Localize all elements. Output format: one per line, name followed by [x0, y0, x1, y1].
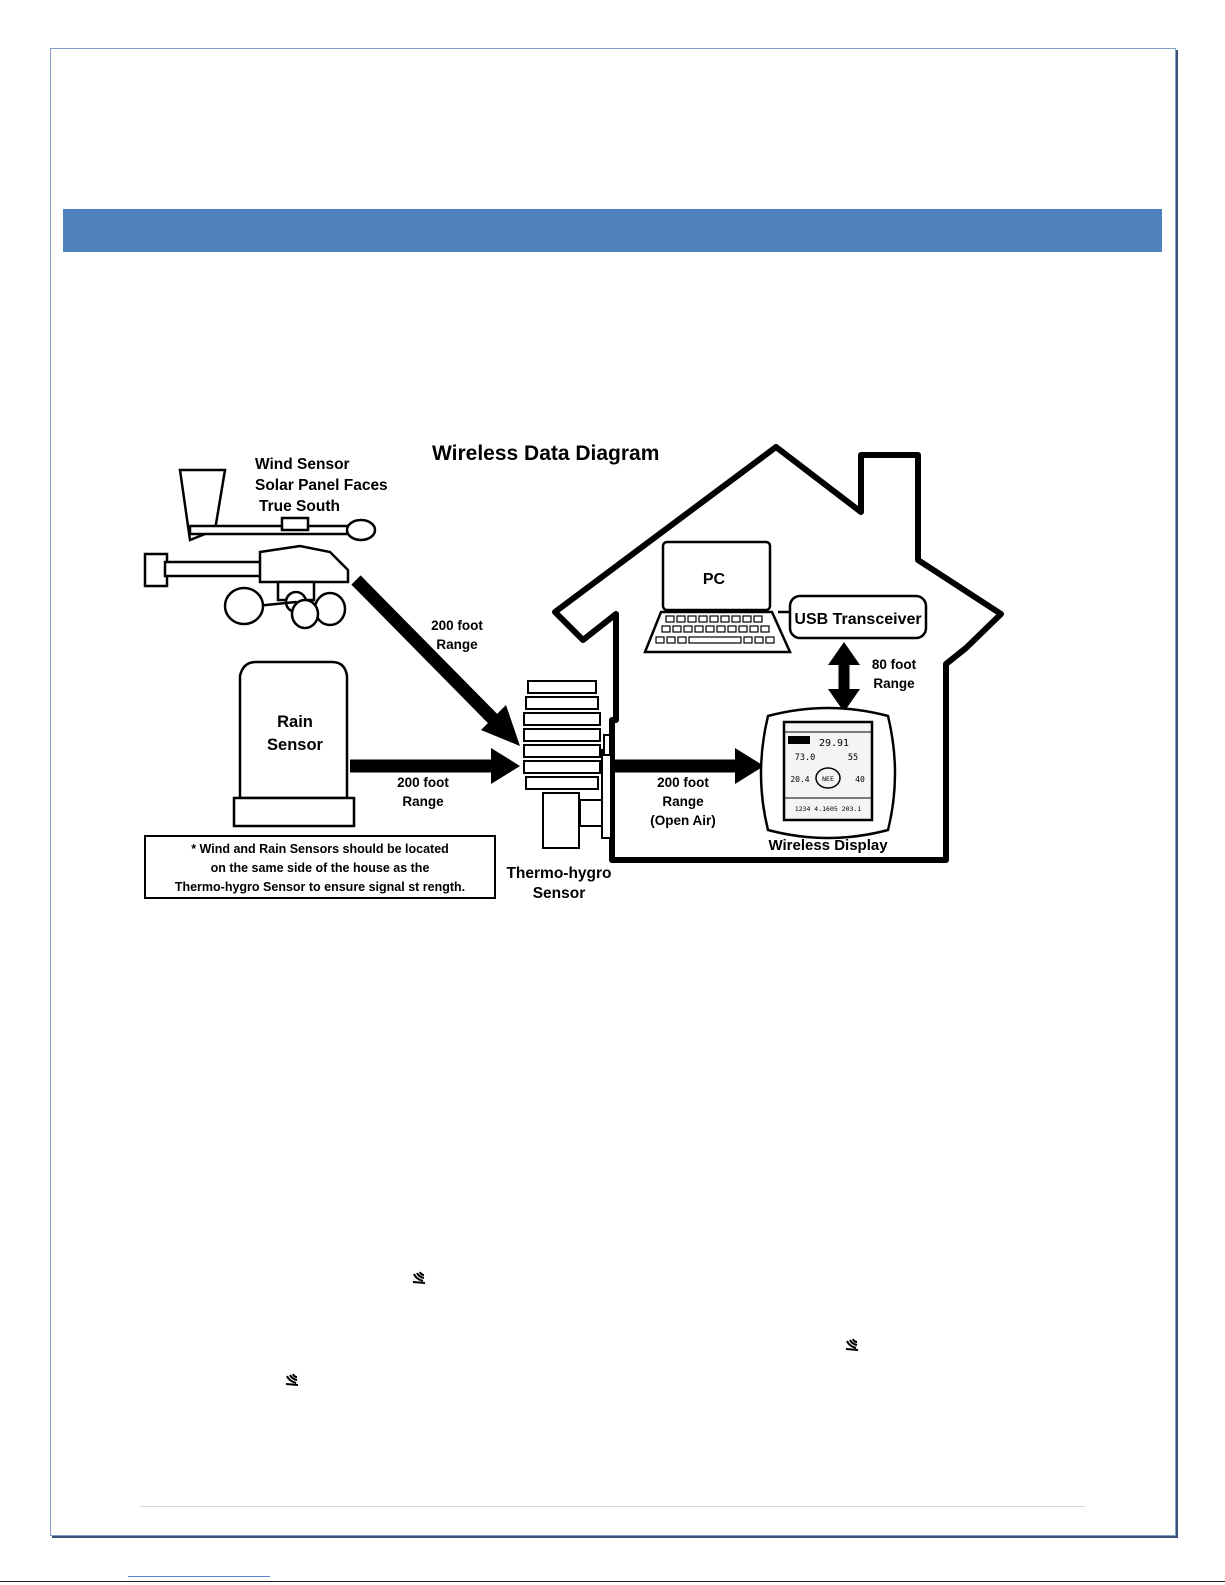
signal-icon: [411, 1270, 431, 1288]
placement-note-text: * Wind and Rain Sensors should be located: [191, 842, 449, 856]
thermo-hygro-label: Thermo-hygro: [506, 865, 612, 882]
arrow-usb-display-bidirectional: [828, 642, 860, 712]
rain-sensor-label: Sensor: [267, 736, 323, 754]
wind-sensor-label: True South: [259, 498, 340, 515]
placement-note-text: on the same side of the house as the: [210, 861, 430, 875]
usb-transceiver-label: USB Transceiver: [794, 611, 922, 628]
arrow-wind-to-thermo: [356, 580, 520, 746]
lcd-temp-in: 73.0: [794, 753, 816, 763]
wireless-display-label: Wireless Display: [768, 837, 888, 854]
lcd-temp-out: 40: [855, 775, 865, 784]
lcd-compass: NEE: [822, 775, 834, 783]
lcd-pressure: 29.91: [818, 738, 850, 749]
range-label: 80 foot: [871, 657, 917, 672]
lcd-humidity: 55: [847, 753, 859, 763]
laptop-pc-icon: [645, 542, 790, 652]
range-label: Range: [436, 637, 478, 652]
range-label: Range: [873, 676, 915, 691]
wind-sensor-label: Solar Panel Faces: [255, 477, 388, 494]
diagram-title: Wireless Data Diagram: [432, 442, 660, 465]
signal-icon: [284, 1372, 304, 1390]
range-label: 200 foot: [431, 618, 483, 633]
placement-note-text: Thermo-hygro Sensor to ensure signal st rength.: [174, 880, 466, 894]
range-label: Range: [402, 794, 444, 809]
footer-rule: [140, 1506, 1085, 1507]
rain-sensor-label: Rain: [277, 713, 313, 731]
range-label: Range: [662, 794, 704, 809]
wind-sensor-label: Wind Sensor: [255, 456, 350, 473]
thermo-hygro-label: Sensor: [532, 885, 586, 902]
lcd-bottom-row: 1234 4.1605 203.1: [794, 805, 862, 813]
pc-label: PC: [702, 571, 726, 588]
range-label: 200 foot: [657, 775, 709, 790]
bottom-link-underline[interactable]: [128, 1576, 270, 1577]
wireless-display-device: [761, 708, 895, 838]
range-label: (Open Air): [650, 813, 716, 828]
lcd-wind-speed: 20.4: [790, 775, 810, 784]
thermo-hygro-sensor-device: [524, 681, 611, 848]
range-label: 200 foot: [397, 775, 449, 790]
signal-icon: [844, 1337, 864, 1355]
page-bottom-rule: [0, 1581, 1225, 1582]
